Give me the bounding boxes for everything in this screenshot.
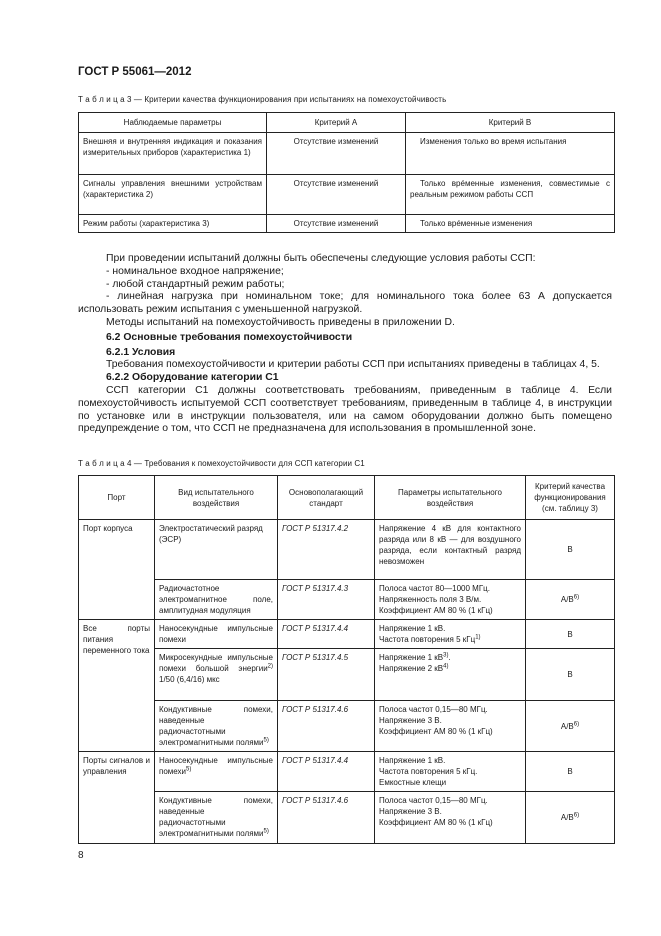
type-text: Микросекундные импульсные помехи большой энергии	[159, 653, 273, 673]
table-cell	[375, 701, 526, 752]
param-line	[379, 634, 521, 645]
param-line	[379, 652, 521, 663]
port-cell: Все порты питания переменного тока	[79, 620, 155, 752]
criterion-cell: В	[526, 620, 615, 649]
table-cell: Сигналы управления внешними устройствам (характеристика 2)	[79, 175, 267, 215]
table-cell	[155, 649, 278, 701]
table-row	[79, 476, 615, 520]
table-cell: Электростатический разряд (ЭСР)	[155, 520, 278, 580]
criterion-value: А/В	[560, 595, 574, 604]
param-line: Напряжение 3 В.	[379, 716, 442, 725]
table4	[78, 475, 615, 844]
param-line: Частота повторения 5 кГц.	[379, 767, 478, 776]
list-item: - линейная нагрузка при номинальном токе; для номинального тока более 63 А допускается использовать режим испытания с уменьшенной нагрузкой.	[78, 291, 612, 316]
type-text: Кондуктивные помехи, наведенные радиочастотными электромагнитными полями	[159, 705, 273, 747]
table-cell	[155, 752, 278, 792]
paragraph: При проведении испытаний должны быть обеспечены следующие условия работы ССП:	[106, 253, 536, 264]
param-line: Напряжение 1 кВ.	[379, 624, 446, 633]
type-text: Наносекундные импульсные помехи	[159, 756, 273, 776]
footnote-ref: 6)	[573, 720, 580, 727]
table-row	[79, 580, 615, 620]
subsection-heading: 6.2.2 Оборудование категории С1	[106, 372, 279, 384]
paragraph: Требования помехоустойчивости и критерии работы ССП при испытаниях приведены в таблицах 4, 5.	[106, 359, 600, 371]
param-line: Емкостные клещи	[379, 778, 447, 787]
table-cell: Отсутствие изменений	[267, 133, 406, 175]
table-cell: Внешняя и внутренняя индикация и показания измерительных приборов (характеристика 1)	[79, 133, 267, 175]
table-row	[79, 520, 615, 580]
table-cell: Наносекундные импульсные помехи	[155, 620, 278, 649]
subsection-heading: 6.2.1 Условия	[106, 346, 176, 358]
criterion-value: А/В	[560, 721, 574, 731]
paragraph: Методы испытаний на помехоустойчивость приведены в приложении D.	[106, 316, 455, 328]
port-cell: Порты сигналов и управления	[79, 752, 155, 844]
type-tail: 1/50 (6,4/16) мкс	[159, 675, 220, 684]
standard-cell: ГОСТ Р 51317.4.6	[278, 792, 375, 844]
port-cell: Порт корпуса	[79, 520, 155, 620]
criterion-cell: В	[526, 649, 615, 701]
table-header-cell: Параметры испытательного воздействия	[375, 476, 526, 520]
criterion-value: А/В	[560, 813, 574, 822]
table-cell: Отсутствие изменений	[267, 215, 406, 233]
document-title: ГОСТ Р 55061—2012	[78, 66, 192, 78]
standard-cell: ГОСТ Р 51317.4.4	[278, 752, 375, 792]
table-cell	[375, 752, 526, 792]
param-line: Напряженность поля 3 В/м.	[379, 595, 482, 604]
list-item: - любой стандартный режим работы;	[106, 278, 285, 290]
criterion-cell	[526, 701, 615, 752]
table-cell: Только врéменные изменения	[406, 215, 615, 233]
table-row	[79, 133, 615, 175]
param-line: Коэффициент АМ 80 % (1 кГц)	[379, 818, 493, 827]
standard-cell: ГОСТ Р 51317.4.4	[278, 620, 375, 649]
criterion-cell: В	[526, 520, 615, 580]
table3	[78, 112, 615, 233]
criterion-cell	[526, 792, 615, 844]
param-text: Напряжение 1 кВ	[379, 653, 444, 662]
table-cell	[375, 792, 526, 844]
table-row	[79, 649, 615, 701]
paragraph: ССП категории С1 должны соответствовать требованиям, приведенным в таблице 4. Если помехоустойчивость испытуемой ССП соответствует требованиям, приведенным в таблице 4, в инструкции по установке или в инструкции пользователя, или на самом оборудовании должно быть помещено предупреждение о том, что ССП не предназначена для использования в промышленной зоне.	[78, 384, 612, 435]
param-text: Напряжение 2 кВ	[379, 664, 444, 673]
table-header-cell: Порт	[79, 476, 155, 520]
table-row	[79, 752, 615, 792]
section-heading: 6.2 Основные требования помехоустойчивости	[106, 331, 353, 343]
param-tail: .	[448, 653, 451, 662]
standard-cell: ГОСТ Р 51317.4.3	[278, 580, 375, 620]
table-cell	[375, 580, 526, 620]
footnote-ref: 2)	[267, 663, 273, 670]
criterion-cell: В	[526, 752, 615, 792]
param-text: Частота повторения 5 кГц	[379, 635, 476, 644]
param-line	[379, 663, 521, 674]
table-cell: Изменения только во время испытания	[406, 133, 615, 175]
table-cell: Отсутствие изменений	[267, 175, 406, 215]
table-row	[79, 792, 615, 844]
table4-caption: Т а б л и ц а 4 — Требования к помехоустойчивости для ССП категории С1	[78, 459, 365, 468]
standard-cell: ГОСТ Р 51317.4.6	[278, 701, 375, 752]
table-row	[79, 175, 615, 215]
list-item: - номинальное входное напряжение;	[106, 265, 284, 277]
standard-cell: ГОСТ Р 51317.4.5	[278, 649, 375, 701]
param-line: Полоса частот 80—1000 МГц.	[379, 584, 490, 593]
table-cell	[375, 649, 526, 701]
table-cell: Напряжение 4 кВ для контактного разряда или 8 кВ — для воздушного разряда, если контактный разряд невозможен	[375, 520, 526, 580]
table-row	[79, 215, 615, 233]
body-text	[78, 253, 612, 436]
footnote-ref: 4)	[443, 663, 449, 670]
table-cell	[375, 620, 526, 649]
param-line: Полоса частот 0,15—80 МГц.	[379, 705, 488, 714]
table-cell	[155, 792, 278, 844]
footnote-ref: 6)	[573, 812, 580, 819]
table-header-cell: Критерий В	[406, 113, 615, 133]
criterion-cell	[526, 580, 615, 620]
footnote-ref: 5)	[263, 828, 269, 835]
param-line: Коэффициент АМ 80 % (1 кГц)	[379, 606, 493, 615]
table-row	[79, 620, 615, 649]
table-row	[79, 701, 615, 752]
footnote-ref: 1)	[475, 634, 481, 641]
footnote-ref: 5)	[263, 737, 269, 744]
table-header-cell: Вид испытательного воздействия	[155, 476, 278, 520]
footnote-ref: 6)	[573, 594, 580, 601]
type-text: Кондуктивные помехи, наведенные радиочастотными электромагнитными полями	[159, 796, 273, 838]
param-line: Коэффициент АМ 80 % (1 кГц)	[379, 727, 493, 736]
table-cell: Радиочастотное электромагнитное поле, амплитудная модуляция	[155, 580, 278, 620]
table-header-cell: Критерий качества функционирования (см. таблицу 3)	[526, 476, 615, 520]
table-cell: Только врéменные изменения, совместимые с реальным режимом работы ССП	[406, 175, 615, 215]
page-number: 8	[78, 850, 84, 861]
table-header-cell: Наблюдаемые параметры	[79, 113, 267, 133]
param-line: Напряжение 3 В.	[379, 807, 442, 816]
table-cell	[155, 701, 278, 752]
param-line: Полоса частот 0,15—80 МГц.	[379, 796, 488, 805]
table3-caption: Т а б л и ц а 3 — Критерии качества функционирования при испытаниях на помехоустойчивость	[78, 95, 447, 104]
standard-cell: ГОСТ Р 51317.4.2	[278, 520, 375, 580]
table-header-cell: Критерий А	[267, 113, 406, 133]
param-line: Напряжение 1 кВ.	[379, 756, 446, 765]
footnote-ref: 5)	[186, 766, 192, 773]
table-cell: Режим работы (характеристика 3)	[79, 215, 267, 233]
table-row	[79, 113, 615, 133]
footnote-ref: 3)	[443, 652, 449, 659]
table-header-cell: Основополагающий стандарт	[278, 476, 375, 520]
